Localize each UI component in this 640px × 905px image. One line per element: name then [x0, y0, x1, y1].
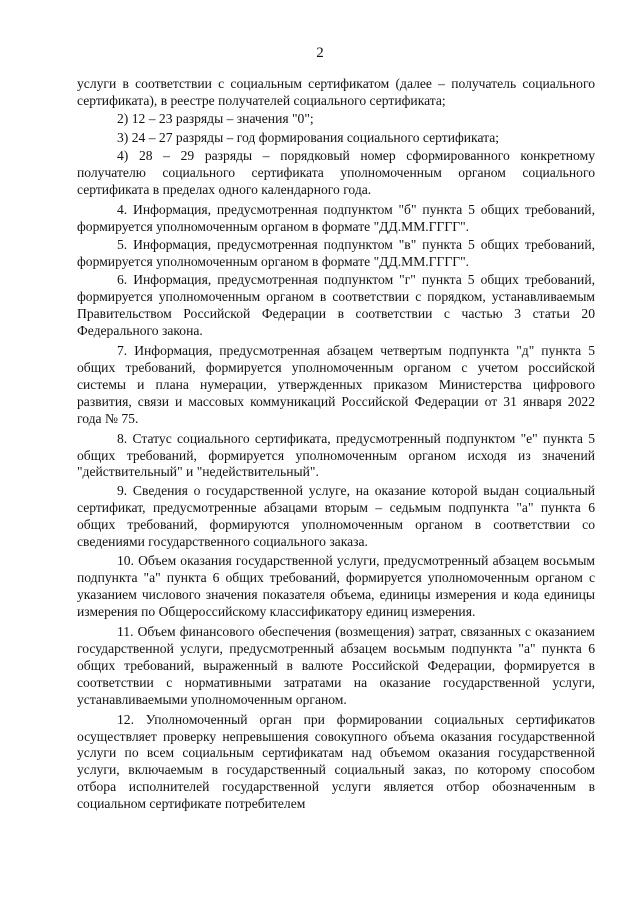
paragraph-continuation: услуги в соответствии с социальным сертификатом (далее – получатель социального сертификата), в реестре получателей социального сертификата; [77, 76, 595, 108]
document-body [77, 76, 595, 813]
paragraph-item-2: 2) 12 – 23 разряды – значения "0"; [117, 111, 314, 127]
paragraph-12: 12. Уполномоченный орган при формировании социальных сертификатов осуществляет проверку непревышения совокупного объема оказания государственной услуги по всем социальным сертификатам над объемом оказания государственной услуги, включаемым в государственный социальный заказ, по которому способом отбора исполнителей государственной услуги является отбор обозначенным в социальном сертификате потребителем [77, 711, 595, 812]
paragraph-4: 4. Информация, предусмотренная подпунктом "б" пункта 5 общих требований, формируется уполномоченным органом в формате "ДД.ММ.ГГГГ". [77, 201, 595, 234]
paragraph-item-3: 3) 24 – 27 разряды – год формирования социального сертификата; [117, 129, 500, 145]
paragraph-item-4: 4) 28 – 29 разряды – порядковый номер сформированного конкретному получателю социального сертификата уполномоченным органом социального сертификата в пределах одного календарного года. [77, 148, 595, 197]
paragraph-11: 11. Объем финансового обеспечения (возмещения) затрат, связанных с оказанием государственной услуги, предусмотренный абзацем восьмым подпункта "а" пункта 6 общих требований, выраженный в валюте Российской Федерации, формируется в соответствии с нормативными затратами на оказание государственной услуги, устанавливаемыми уполномоченным органом. [77, 624, 595, 707]
paragraph-6: 6. Информация, предусмотренная подпунктом "г" пункта 5 общих требований, формируется уполномоченным органом в соответствии с порядком, устанавливаемым Правительством Российской Федерации в соответствии с частью 3 статьи 20 Федерального закона. [77, 272, 595, 339]
paragraph-7: 7. Информация, предусмотренная абзацем четвертым подпункта "д" пункта 5 общих требований, формируется уполномоченным органом с учетом российской системы и плана нумерации, утвержденных приказом Министерства цифрового развития, связи и массовых коммуникаций Российской Федерации от 31 января 2022 года № 75. [77, 343, 595, 426]
paragraph-10: 10. Объем оказания государственной услуги, предусмотренный абзацем восьмым подпункта "а" пункта 6 общих требований, формируется уполномоченным органом с указанием числового значения показателя объема, единицы измерения и кода единицы измерения по Общероссийскому классификатору единиц измерения. [77, 553, 595, 620]
paragraph-8: 8. Статус социального сертификата, предусмотренный подпунктом "е" пункта 5 общих требований, формируется уполномоченным органом исходя из значений "действительный" и "недействительный". [77, 430, 595, 480]
page-number: 2 [316, 45, 324, 61]
paragraph-9: 9. Сведения о государственной услуге, на оказание которой выдан социальный сертификат, предусмотренные абзацами вторым – седьмым подпункта "а" пункта 6 общих требований, формируются уполномоченным органом в соответствии со сведениями государственного социального заказа. [77, 482, 595, 549]
paragraph-5: 5. Информация, предусмотренная подпунктом "в" пункта 5 общих требований, формируется уполномоченным органом в формате "ДД.ММ.ГГГГ". [77, 237, 595, 270]
